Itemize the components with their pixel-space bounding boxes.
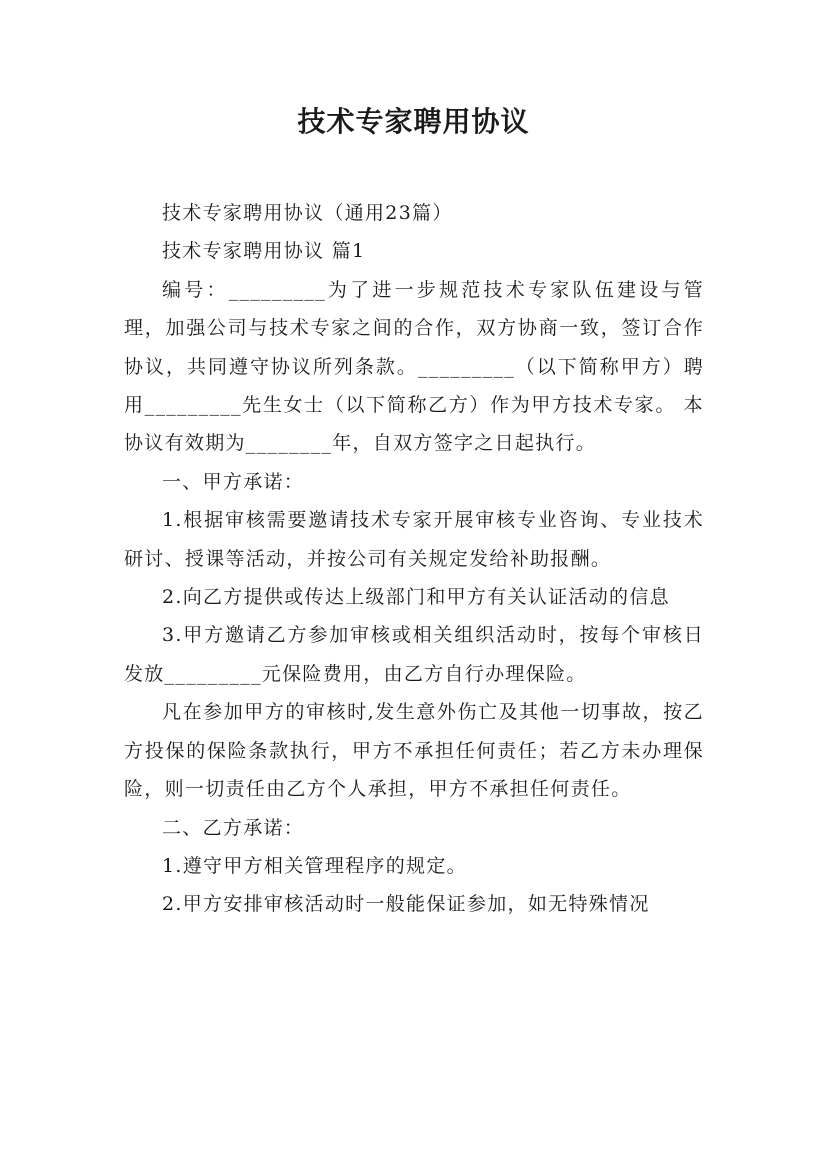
subtitle-paragraph: 技术专家聘用协议（通用23篇） <box>162 202 453 224</box>
document-body <box>124 194 704 924</box>
party-b-clause-1: 1.遵守甲方相关管理程序的规定。 <box>162 854 467 877</box>
section-heading: 技术专家聘用协议 篇1 <box>162 240 366 263</box>
document-title: 技术专家聘用协议 <box>297 105 530 138</box>
liability-paragraph: 凡在参加甲方的审核时,发生意外伤亡及其他一切事故，按乙方投保的保险条款执行，甲方不承担任何责任；若乙方未办理保险，则一切责任由乙方个人承担，甲方不承担任何责任。 <box>124 701 704 801</box>
party-a-clause-2: 2.向乙方提供或传达上级部门和甲方有关认证活动的信息 <box>162 586 670 609</box>
party-a-heading: 一、甲方承诺： <box>162 470 305 493</box>
party-a-clause-1: 1.根据审核需要邀请技术专家开展审核专业咨询、专业技术研讨、授课等活动，并按公司有关规定发给补助报酬。 <box>124 509 704 570</box>
party-a-clause-3: 3.甲方邀请乙方参加审核或相关组织活动时，按每个审核日发放_________元保险费用，由乙方自行办理保险。 <box>124 624 704 685</box>
party-b-clause-2: 2.甲方安排审核活动时一般能保证参加，如无特殊情况 <box>162 893 650 916</box>
party-b-heading: 二、乙方承诺： <box>162 816 305 839</box>
intro-paragraph: 编号：_________为了进一步规范技术专家队伍建设与管理，加强公司与技术专家之间的合作，双方协商一致，签订合作协议，共同遵守协议所列条款。_________（以下简称甲方）聘用_________先生女士（以下简称乙方）作为甲方技术专家。 本协议有效期为________年，自双方签字之日起执行。 <box>124 278 704 455</box>
